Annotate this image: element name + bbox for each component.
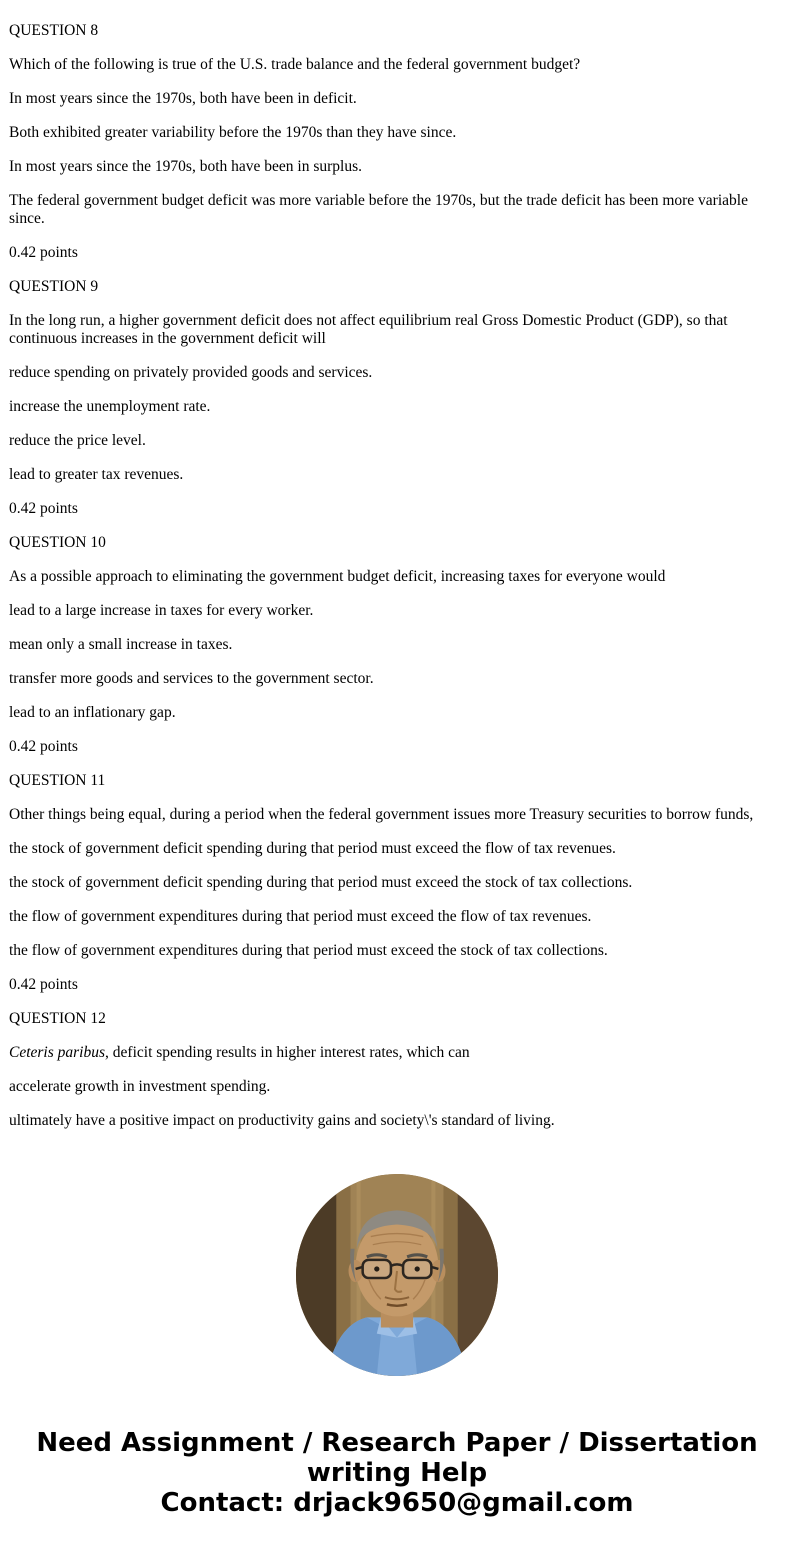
question-block — [9, 22, 785, 262]
question-prompt-rest: , deficit spending results in higher interest rates, which can — [105, 1044, 470, 1061]
points-label: 0.42 points — [9, 738, 78, 755]
question-prompt-italic: Ceteris paribus — [9, 1044, 106, 1061]
question-prompt: As a possible approach to eliminating the government budget deficit, increasing taxes for everyone would — [9, 568, 666, 585]
answer-option: reduce spending on privately provided goods and services. — [9, 364, 373, 381]
question-title: QUESTION 10 — [9, 534, 106, 551]
answer-option: transfer more goods and services to the government sector. — [9, 670, 374, 687]
answer-option: In most years since the 1970s, both have been in surplus. — [9, 158, 362, 175]
answer-option: Both exhibited greater variability before the 1970s than they have since. — [9, 124, 457, 141]
question-prompt: In the long run, a higher government deficit does not affect equilibrium real Gross Domestic Product (GDP), so that continuous increases in the government deficit will — [9, 312, 728, 347]
answer-option: lead to greater tax revenues. — [9, 466, 184, 483]
question-block — [9, 278, 785, 518]
points-label: 0.42 points — [9, 976, 78, 993]
question-prompt — [9, 1044, 785, 1062]
question-title: QUESTION 11 — [9, 772, 106, 789]
question-prompt: Other things being equal, during a period when the federal government issues more Treasury securities to borrow funds, — [9, 806, 754, 823]
answer-option: mean only a small increase in taxes. — [9, 636, 233, 653]
answer-option: accelerate growth in investment spending. — [9, 1078, 271, 1095]
answer-option: lead to an inflationary gap. — [9, 704, 176, 721]
answer-option: the flow of government expenditures during that period must exceed the flow of tax revenues. — [9, 908, 592, 925]
answer-option: ultimately have a positive impact on productivity gains and society\'s standard of living. — [9, 1112, 555, 1129]
answer-option: increase the unemployment rate. — [9, 398, 211, 415]
answer-option: The federal government budget deficit was more variable before the 1970s, but the trade deficit has been more variable since. — [9, 192, 748, 227]
question-prompt: Which of the following is true of the U.S. trade balance and the federal government budget? — [9, 56, 581, 73]
avatar-container — [9, 1174, 785, 1376]
answer-option: reduce the price level. — [9, 432, 146, 449]
footer-contact-line: Contact: drjack9650@gmail.com — [160, 1488, 634, 1518]
question-title: QUESTION 8 — [9, 22, 99, 39]
question-block — [9, 1010, 785, 1130]
question-title: QUESTION 12 — [9, 1010, 106, 1027]
answer-option: the flow of government expenditures during that period must exceed the stock of tax collections. — [9, 942, 608, 959]
footer-heading-line-1: Need Assignment / Research Paper / Dissertation — [36, 1428, 758, 1458]
points-label: 0.42 points — [9, 244, 78, 261]
question-block — [9, 534, 785, 756]
answer-option: the stock of government deficit spending during that period must exceed the stock of tax collections. — [9, 874, 633, 891]
man-portrait-photo-icon — [296, 1174, 498, 1376]
footer-heading-line-2: writing Help — [306, 1458, 488, 1488]
footer-ad — [9, 1428, 785, 1518]
answer-option: lead to a large increase in taxes for every worker. — [9, 602, 314, 619]
question-title: QUESTION 9 — [9, 278, 99, 295]
question-block — [9, 772, 785, 994]
answer-option: the stock of government deficit spending during that period must exceed the flow of tax revenues. — [9, 840, 616, 857]
avatar — [296, 1174, 498, 1376]
points-label: 0.42 points — [9, 500, 78, 517]
answer-option: In most years since the 1970s, both have been in deficit. — [9, 90, 357, 107]
